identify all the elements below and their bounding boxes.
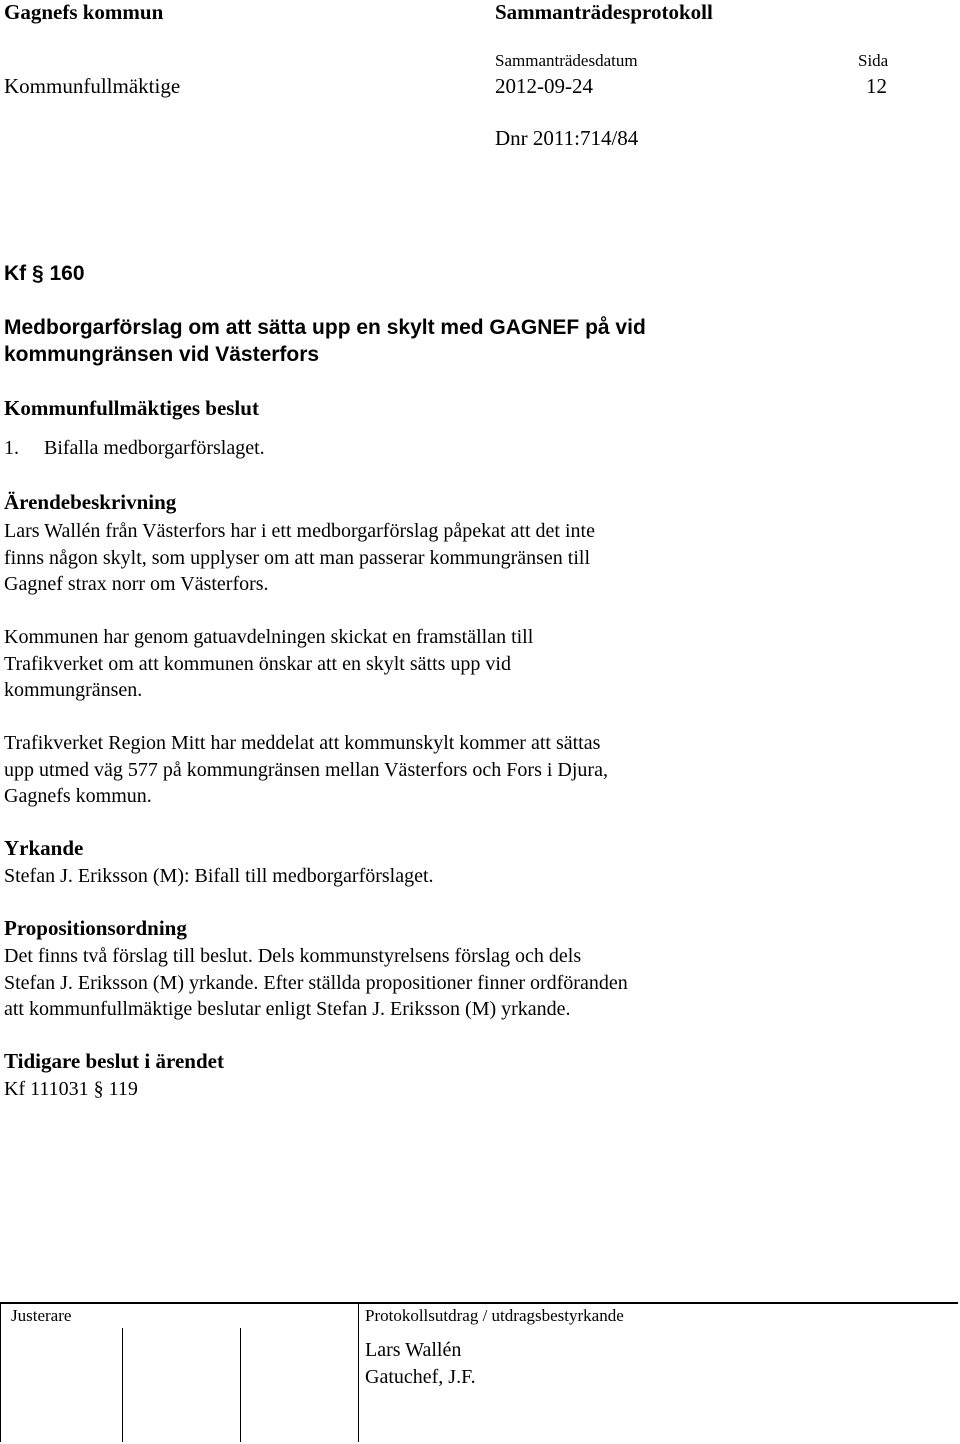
extract-label: Protokollsutdrag / utdragsbestyrkande bbox=[365, 1306, 624, 1325]
decision-item-number: 1. bbox=[4, 437, 19, 459]
meeting-date: 2012-09-24 bbox=[495, 74, 593, 98]
adjusters-label: Justerare bbox=[11, 1306, 72, 1325]
municipality-name: Gagnefs kommun bbox=[4, 0, 164, 24]
description-paragraph-1 bbox=[4, 518, 595, 598]
footer-divider bbox=[0, 1302, 958, 1304]
page-label: Sida bbox=[858, 51, 889, 70]
text-line: finns någon skylt, som upplyser om att man passerar kommungränsen till bbox=[4, 546, 591, 569]
text-line: Det finns två förslag till beslut. Dels kommunstyrelsens förslag och dels bbox=[4, 945, 582, 967]
section-title-line: Medborgarförslag om att sätta upp en skylt med GAGNEF på vid bbox=[4, 316, 646, 339]
text-line: Stefan J. Eriksson (M) yrkande. Efter ställda propositioner finner ordföranden bbox=[4, 971, 628, 994]
meeting-date-label: Sammanträdesdatum bbox=[495, 51, 638, 70]
document-type: Sammanträdesprotokoll bbox=[495, 0, 713, 24]
footer-left-border bbox=[0, 1302, 1, 1442]
recipient-name: Lars Wallén bbox=[365, 1339, 462, 1361]
proposition-paragraph bbox=[4, 943, 628, 1023]
text-line: att kommunfullmäktige beslutar enligt Stefan J. Eriksson (M) yrkande. bbox=[4, 998, 571, 1020]
text-line: Gagnefs kommun. bbox=[4, 785, 152, 807]
text-line: Lars Wallén från Västerfors har i ett medborgarförslag påpekat att det inte bbox=[4, 520, 595, 542]
recipient-role: Gatuchef, J.F. bbox=[365, 1366, 476, 1388]
text-line: upp utmed väg 577 på kommungränsen mellan Västerfors och Fors i Djura, bbox=[4, 758, 608, 781]
signature-box-divider bbox=[122, 1328, 123, 1442]
section-number: Kf § 160 bbox=[4, 262, 85, 285]
motion-heading: Yrkande bbox=[4, 836, 84, 860]
text-line: Trafikverket om att kommunen önskar att en skylt sätts upp vid bbox=[4, 652, 511, 675]
previous-decision-heading: Tidigare beslut i ärendet bbox=[4, 1049, 224, 1073]
diary-number: Dnr 2011:714/84 bbox=[495, 126, 639, 150]
section-title-line: kommungränsen vid Västerfors bbox=[4, 343, 320, 366]
section-title bbox=[4, 314, 646, 368]
decision-item-text: Bifalla medborgarförslaget. bbox=[44, 437, 265, 459]
body-name: Kommunfullmäktige bbox=[4, 74, 181, 98]
decision-heading: Kommunfullmäktiges beslut bbox=[4, 396, 259, 420]
page-number: 12 bbox=[866, 74, 887, 98]
text-line: kommungränsen. bbox=[4, 679, 143, 701]
text-line: Gagnef strax norr om Västerfors. bbox=[4, 573, 269, 595]
footer-column-divider bbox=[358, 1302, 359, 1442]
proposition-heading: Propositionsordning bbox=[4, 916, 187, 940]
motion-text: Stefan J. Eriksson (M): Bifall till medborgarförslaget. bbox=[4, 865, 434, 887]
text-line: Kommunen har genom gatuavdelningen skickat en framställan till bbox=[4, 626, 534, 648]
signature-box-divider bbox=[240, 1328, 241, 1442]
text-line: Trafikverket Region Mitt har meddelat att kommunskylt kommer att sättas bbox=[4, 732, 601, 754]
previous-decision-text: Kf 111031 § 119 bbox=[4, 1078, 138, 1100]
description-paragraph-2 bbox=[4, 624, 533, 704]
description-paragraph-3 bbox=[4, 730, 608, 810]
description-heading: Ärendebeskrivning bbox=[4, 490, 177, 514]
